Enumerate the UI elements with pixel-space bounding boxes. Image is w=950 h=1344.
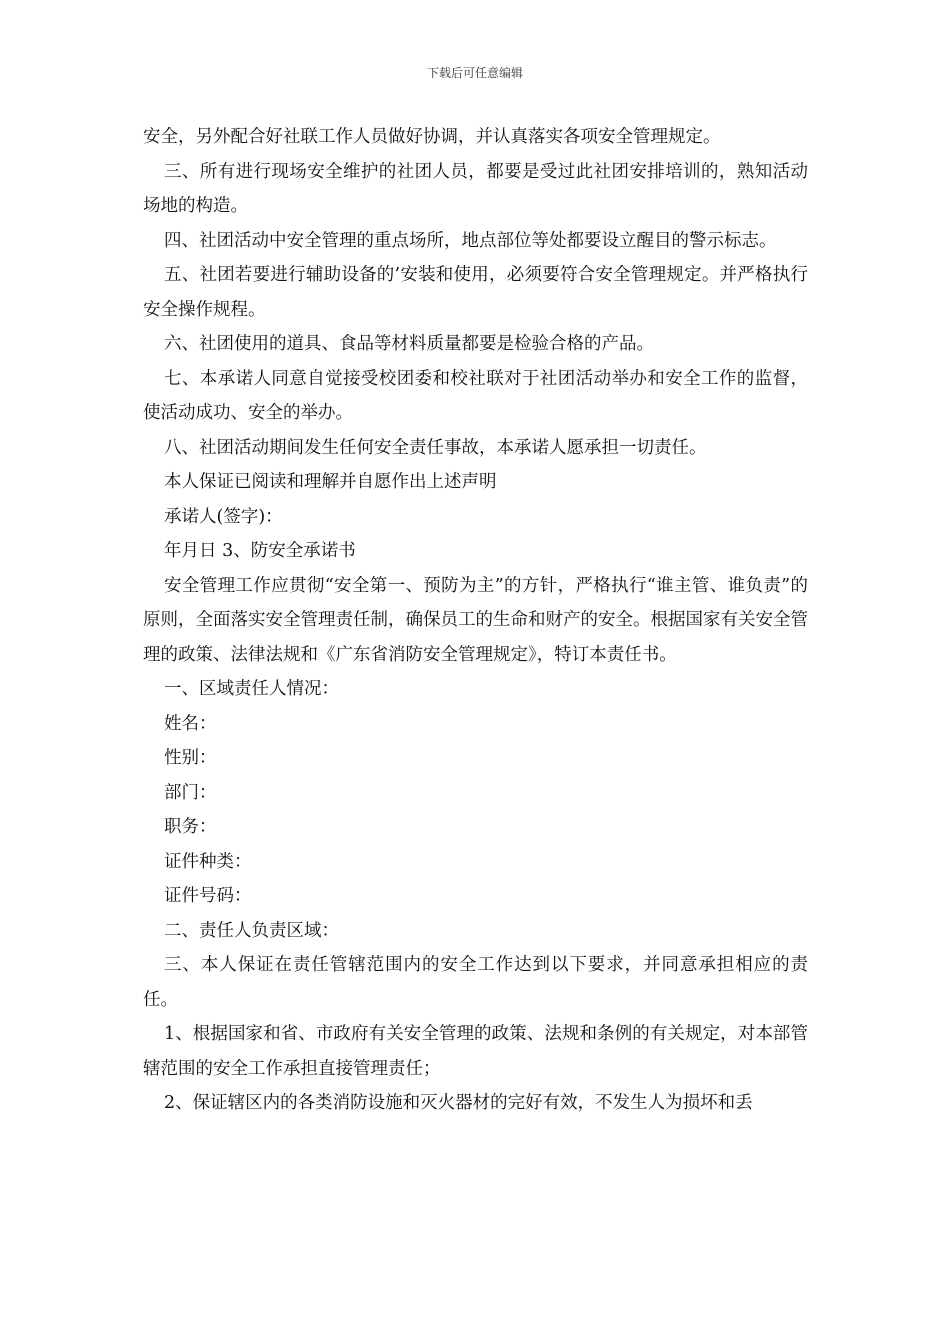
page-header-note: 下载后可任意编辑	[426, 66, 523, 80]
paragraph: 证件种类：	[164, 851, 252, 872]
paragraph: 承诺人(签字)：	[164, 506, 283, 527]
paragraph: 2、保证辖区内的各类消防设施和灭火器材的完好有效，不发生人为损坏和丢	[164, 1093, 753, 1113]
paragraph: 1、根据国家和省、市政府有关安全管理的政策、法规和条例的有关规定，对本部管辖范围的安全工作承担直接管理责任；	[143, 1024, 808, 1079]
paragraph: 七、本承诺人同意自觉接受校团委和校社联对于社团活动举办和安全工作的监督，使活动成功、安全的举办。	[143, 368, 808, 423]
paragraph: 一、区域责任人情况：	[164, 679, 339, 699]
paragraph: 八、社团活动期间发生任何安全责任事故，本承诺人愿承担一切责任。	[164, 437, 707, 458]
paragraph: 年月日 3、防安全承诺书	[164, 541, 356, 561]
paragraph: 安全，另外配合好社联工作人员做好协调，并认真落实各项安全管理规定。	[143, 127, 721, 147]
paragraph: 二、责任人负责区域：	[164, 920, 339, 941]
paragraph: 五、社团若要进行辅助设备的’安装和使用，必须要符合安全管理规定。并严格执行安全操作规程。	[143, 265, 808, 320]
paragraph: 三、所有进行现场安全维护的社团人员，都要是受过此社团安排培训的，熟知活动场地的构造。	[143, 161, 808, 216]
paragraph: 三、本人保证在责任管辖范围内的安全工作达到以下要求，并同意承担相应的责任。	[143, 955, 808, 1010]
paragraph: 姓名：	[164, 713, 217, 734]
paragraph: 本人保证已阅读和理解并自愿作出上述声明	[164, 472, 497, 492]
paragraph: 证件号码：	[164, 886, 252, 906]
paragraph: 职务：	[164, 817, 217, 837]
document-body	[143, 120, 808, 1121]
paragraph: 六、社团使用的道具、食品等材料质量都要是检验合格的产品。	[164, 334, 654, 354]
paragraph: 部门：	[164, 782, 217, 803]
paragraph: 性别：	[164, 748, 217, 768]
paragraph: 四、社团活动中安全管理的重点场所，地点部位等处都要设立醒目的警示标志。	[164, 230, 777, 251]
paragraph: 安全管理工作应贯彻“安全第一、预防为主”的方针，严格执行“谁主管、谁负责”的原则，全面落实安全管理责任制，确保员工的生命和财产的安全。根据国家有关安全管理的政策、法律法规和《广东省消防安全管理规定》，特订本责任书。	[143, 575, 808, 665]
